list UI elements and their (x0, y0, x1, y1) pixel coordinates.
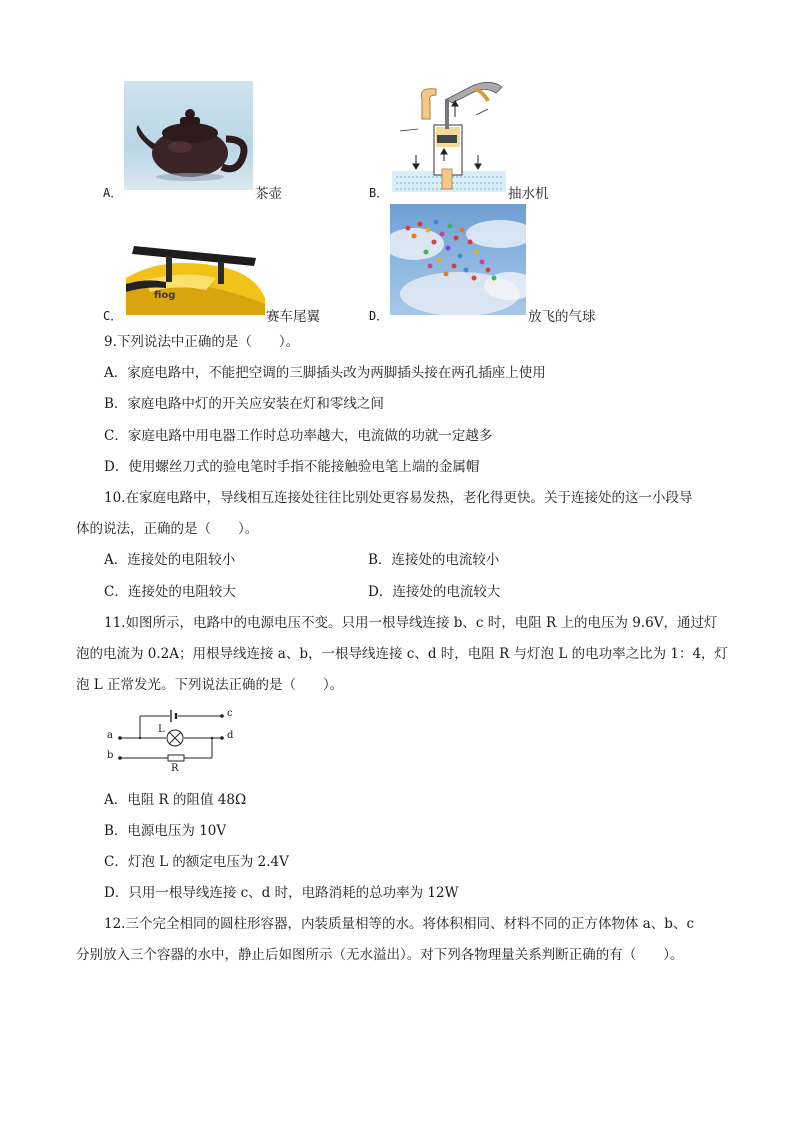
terminal-b-label: b (107, 750, 114, 761)
q11-line2: 泡的电流为 0.2A；用根导线连接 a、b，一根导线连接 c、d 时，电阻 R 与灯泡 L 的电功率之比为 1：4，灯 (76, 646, 729, 662)
terminal-a-label: a (107, 730, 113, 741)
q9-option-c: C．家庭电路中用电器工作时总功率越大，电流做的功就一定越多 (104, 428, 493, 444)
option-a-letter: A． (103, 186, 123, 200)
resistor-label: R (171, 763, 179, 774)
option-a-caption: 茶壶 (255, 186, 282, 202)
q10-stem-line1: 10.在家庭电路中，导线相互连接处往往比别处更容易发热，老化得更快。关于连接处的这一小段导 (104, 490, 693, 506)
q11-option-c: C．灯泡 L 的额定电压为 2.4V (104, 854, 289, 870)
q10-stem-line2: 体的说法，正确的是（ ）。 (76, 521, 259, 537)
q11-option-a: A．电阻 R 的阻值 48Ω (104, 792, 247, 808)
teapot-image (124, 81, 253, 190)
water-pump-diagram (392, 79, 506, 192)
terminal-d-label: d (227, 730, 234, 741)
q12-line1: 12.三个完全相同的圆柱形容器，内装质量相等的水。将体积相同、材料不同的正方体物体 a、b、c (104, 916, 695, 932)
option-d-caption: 放飞的气球 (528, 309, 596, 325)
terminal-c-label: c (227, 708, 233, 719)
q9-option-d: D．使用螺丝刀式的验电笔时手指不能接触验电笔上端的金属帽 (104, 459, 480, 475)
q10-option-c: C．连接处的电阻较大 (104, 584, 236, 600)
race-car-spoiler-image (126, 218, 265, 315)
q10-option-d: D．连接处的电流较大 (368, 584, 501, 600)
svg-text:fiog: fiog (154, 290, 176, 301)
option-c-caption: 赛车尾翼 (266, 309, 320, 325)
q9-option-b: B．家庭电路中灯的开关应安装在灯和零线之间 (104, 396, 384, 412)
q11-option-b: B．电源电压为 10V (104, 823, 227, 839)
option-b-letter: B． (369, 186, 389, 200)
q10-option-a: A．连接处的电阻较小 (104, 552, 236, 568)
lamp-label: L (158, 724, 165, 735)
q9-stem: 9.下列说法中正确的是（ ）。 (104, 334, 300, 350)
q12-line2: 分别放入三个容器的水中，静止后如图所示（无水溢出）。对下列各物理量关系判断正确的有（ ）。 (76, 947, 684, 963)
q10-option-b: B．连接处的电流较小 (368, 552, 500, 568)
q9-option-a: A．家庭电路中，不能把空调的三脚插头改为两脚插头接在两孔插座上使用 (104, 365, 546, 381)
option-b-caption: 抽水机 (508, 186, 549, 202)
balloons-image (390, 204, 526, 315)
q11-option-d: D．只用一根导线连接 c、d 时，电路消耗的总功率为 12W (104, 885, 459, 901)
option-d-letter: D． (369, 309, 389, 323)
option-c-letter: C． (103, 309, 123, 323)
q11-line3: 泡 L 正常发光。下列说法正确的是（ ）。 (76, 677, 344, 693)
q11-line1: 11.如图所示，电路中的电源电压不变。只用一根导线连接 b、c 时，电阻 R 上的电压为 9.6V，通过灯 (104, 615, 718, 631)
circuit-diagram (104, 706, 244, 778)
